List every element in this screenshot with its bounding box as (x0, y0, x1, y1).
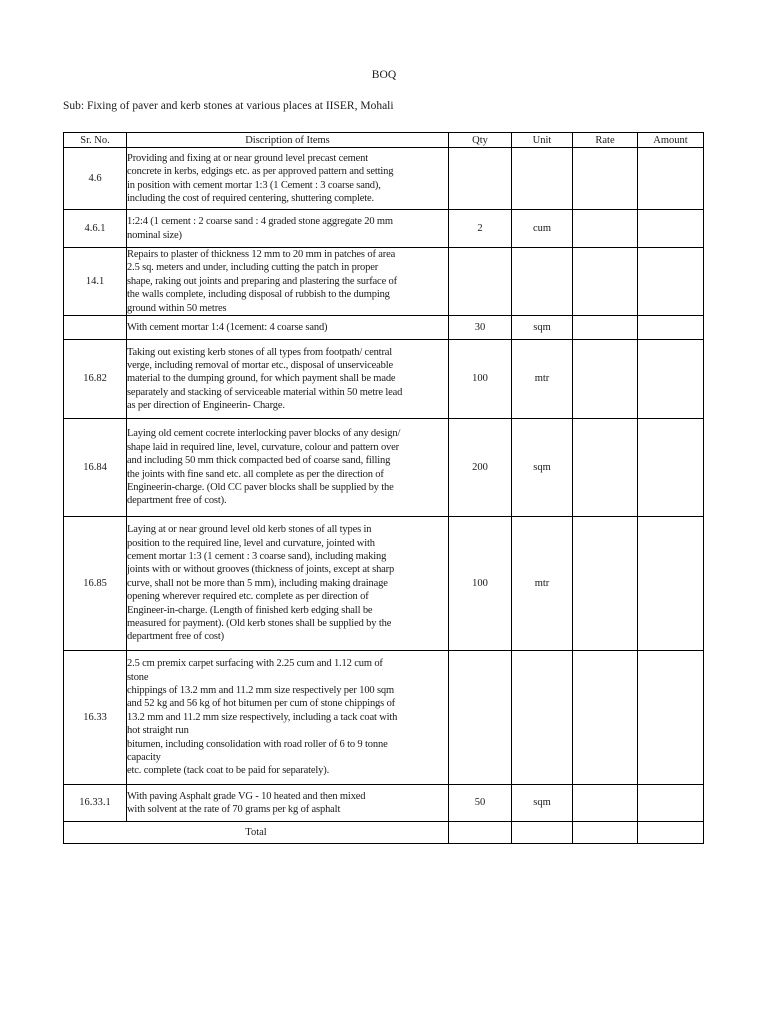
row-description: With paving Asphalt grade VG - 10 heated and then mixed with solvent at the rate of 70 grams per kg of asphalt (127, 785, 449, 822)
row-rate (573, 419, 638, 517)
row-description: 1:2:4 (1 cement : 2 coarse sand : 4 graded stone aggregate 20 mm nominal size) (127, 210, 449, 248)
total-label: Total (64, 822, 449, 844)
row-qty: 100 (449, 517, 512, 651)
row-qty: 100 (449, 340, 512, 419)
table-header-row (64, 133, 704, 148)
row-qty: 2 (449, 210, 512, 248)
row-sr-no: 16.85 (64, 517, 127, 651)
row-unit: mtr (512, 517, 573, 651)
row-qty: 200 (449, 419, 512, 517)
row-rate (573, 248, 638, 316)
boq-table (63, 132, 704, 844)
table-row (64, 517, 704, 651)
row-rate (573, 340, 638, 419)
row-rate (573, 210, 638, 248)
document-subject: Sub: Fixing of paver and kerb stones at various places at IISER, Mohali (63, 100, 394, 112)
row-qty (449, 248, 512, 316)
row-unit: mtr (512, 340, 573, 419)
row-rate (573, 148, 638, 210)
header-description: Discription of Items (127, 133, 449, 148)
row-rate (573, 785, 638, 822)
row-unit (512, 651, 573, 785)
table-row (64, 316, 704, 340)
document-title: BOQ (371, 69, 397, 81)
row-amount (638, 316, 704, 340)
row-amount (638, 340, 704, 419)
row-unit: sqm (512, 785, 573, 822)
total-row (64, 822, 704, 844)
header-rate: Rate (573, 133, 638, 148)
total-amount (638, 822, 704, 844)
total-unit (512, 822, 573, 844)
row-sr-no: 4.6.1 (64, 210, 127, 248)
row-unit (512, 148, 573, 210)
table-row (64, 651, 704, 785)
table-row (64, 419, 704, 517)
row-sr-no: 4.6 (64, 148, 127, 210)
header-unit: Unit (512, 133, 573, 148)
row-qty (449, 148, 512, 210)
header-amount: Amount (638, 133, 704, 148)
row-amount (638, 419, 704, 517)
row-description: Repairs to plaster of thickness 12 mm to 20 mm in patches of area 2.5 sq. meters and under, including cutting the patch in proper shape, raking out joints and preparing and plastering the surface of the walls complete, including disposal of rubbish to the dumping ground within 50 metres (127, 248, 449, 316)
table-row (64, 148, 704, 210)
row-rate (573, 517, 638, 651)
row-sr-no: 14.1 (64, 248, 127, 316)
row-amount (638, 517, 704, 651)
row-description: With cement mortar 1:4 (1cement: 4 coarse sand) (127, 316, 449, 340)
table-row (64, 340, 704, 419)
row-sr-no: 16.33 (64, 651, 127, 785)
row-description: Laying at or near ground level old kerb stones of all types in position to the required line, level and curvature, jointed with cement mortar 1:3 (1 cement : 3 coarse sand), including making joints with or without grooves (thickness of joints, except at sharp curve, shall not be more than 5 mm), including making drainage opening wherever required etc. complete as per direction of Engineer-in-charge. (Length of finished kerb edging shall be measured for payment). (Old kerb stones shall be supplied by the department free of cost) (127, 517, 449, 651)
row-sr-no (64, 316, 127, 340)
row-description: 2.5 cm premix carpet surfacing with 2.25 cum and 1.12 cum of stone chippings of 13.2 mm and 11.2 mm size respectively per 100 sqm and 52 kg and 56 kg of hot bitumen per cum of stone chippings of 13.2 mm and 11.2 mm size respectively, including a tack coat with hot straight run bitumen, including consolidation with road roller of 6 to 9 tonne capacity etc. complete (tack coat to be paid for separately). (127, 651, 449, 785)
table-row (64, 785, 704, 822)
table-row (64, 248, 704, 316)
row-amount (638, 148, 704, 210)
total-rate (573, 822, 638, 844)
row-description: Providing and fixing at or near ground level precast cement concrete in kerbs, edgings etc. as per approved pattern and setting in position with cement mortar 1:3 (1 Cement : 3 coarse sand), including the cost of required centering, shuttering complete. (127, 148, 449, 210)
row-sr-no: 16.82 (64, 340, 127, 419)
table-row (64, 210, 704, 248)
row-unit: sqm (512, 316, 573, 340)
row-rate (573, 316, 638, 340)
header-sr-no: Sr. No. (64, 133, 127, 148)
row-amount (638, 248, 704, 316)
row-qty (449, 651, 512, 785)
row-amount (638, 651, 704, 785)
row-description: Taking out existing kerb stones of all types from footpath/ central verge, including removal of mortar etc., disposal of unserviceable material to the dumping ground, for which payment shall be made separately and stacking of serviceable material within 50 metre lead as per direction of Engineerin- Charge. (127, 340, 449, 419)
row-qty: 30 (449, 316, 512, 340)
row-amount (638, 785, 704, 822)
row-description: Laying old cement cocrete interlocking paver blocks of any design/ shape laid in required line, level, curvature, colour and pattern over and including 50 mm thick compacted bed of coarse sand, filling the joints with fine sand etc. all complete as per the direction of Engineerin-charge. (Old CC paver blocks shall be supplied by the department free of cost). (127, 419, 449, 517)
row-unit: sqm (512, 419, 573, 517)
total-qty (449, 822, 512, 844)
row-sr-no: 16.84 (64, 419, 127, 517)
row-unit: cum (512, 210, 573, 248)
row-sr-no: 16.33.1 (64, 785, 127, 822)
row-qty: 50 (449, 785, 512, 822)
header-qty: Qty (449, 133, 512, 148)
row-rate (573, 651, 638, 785)
row-amount (638, 210, 704, 248)
row-unit (512, 248, 573, 316)
